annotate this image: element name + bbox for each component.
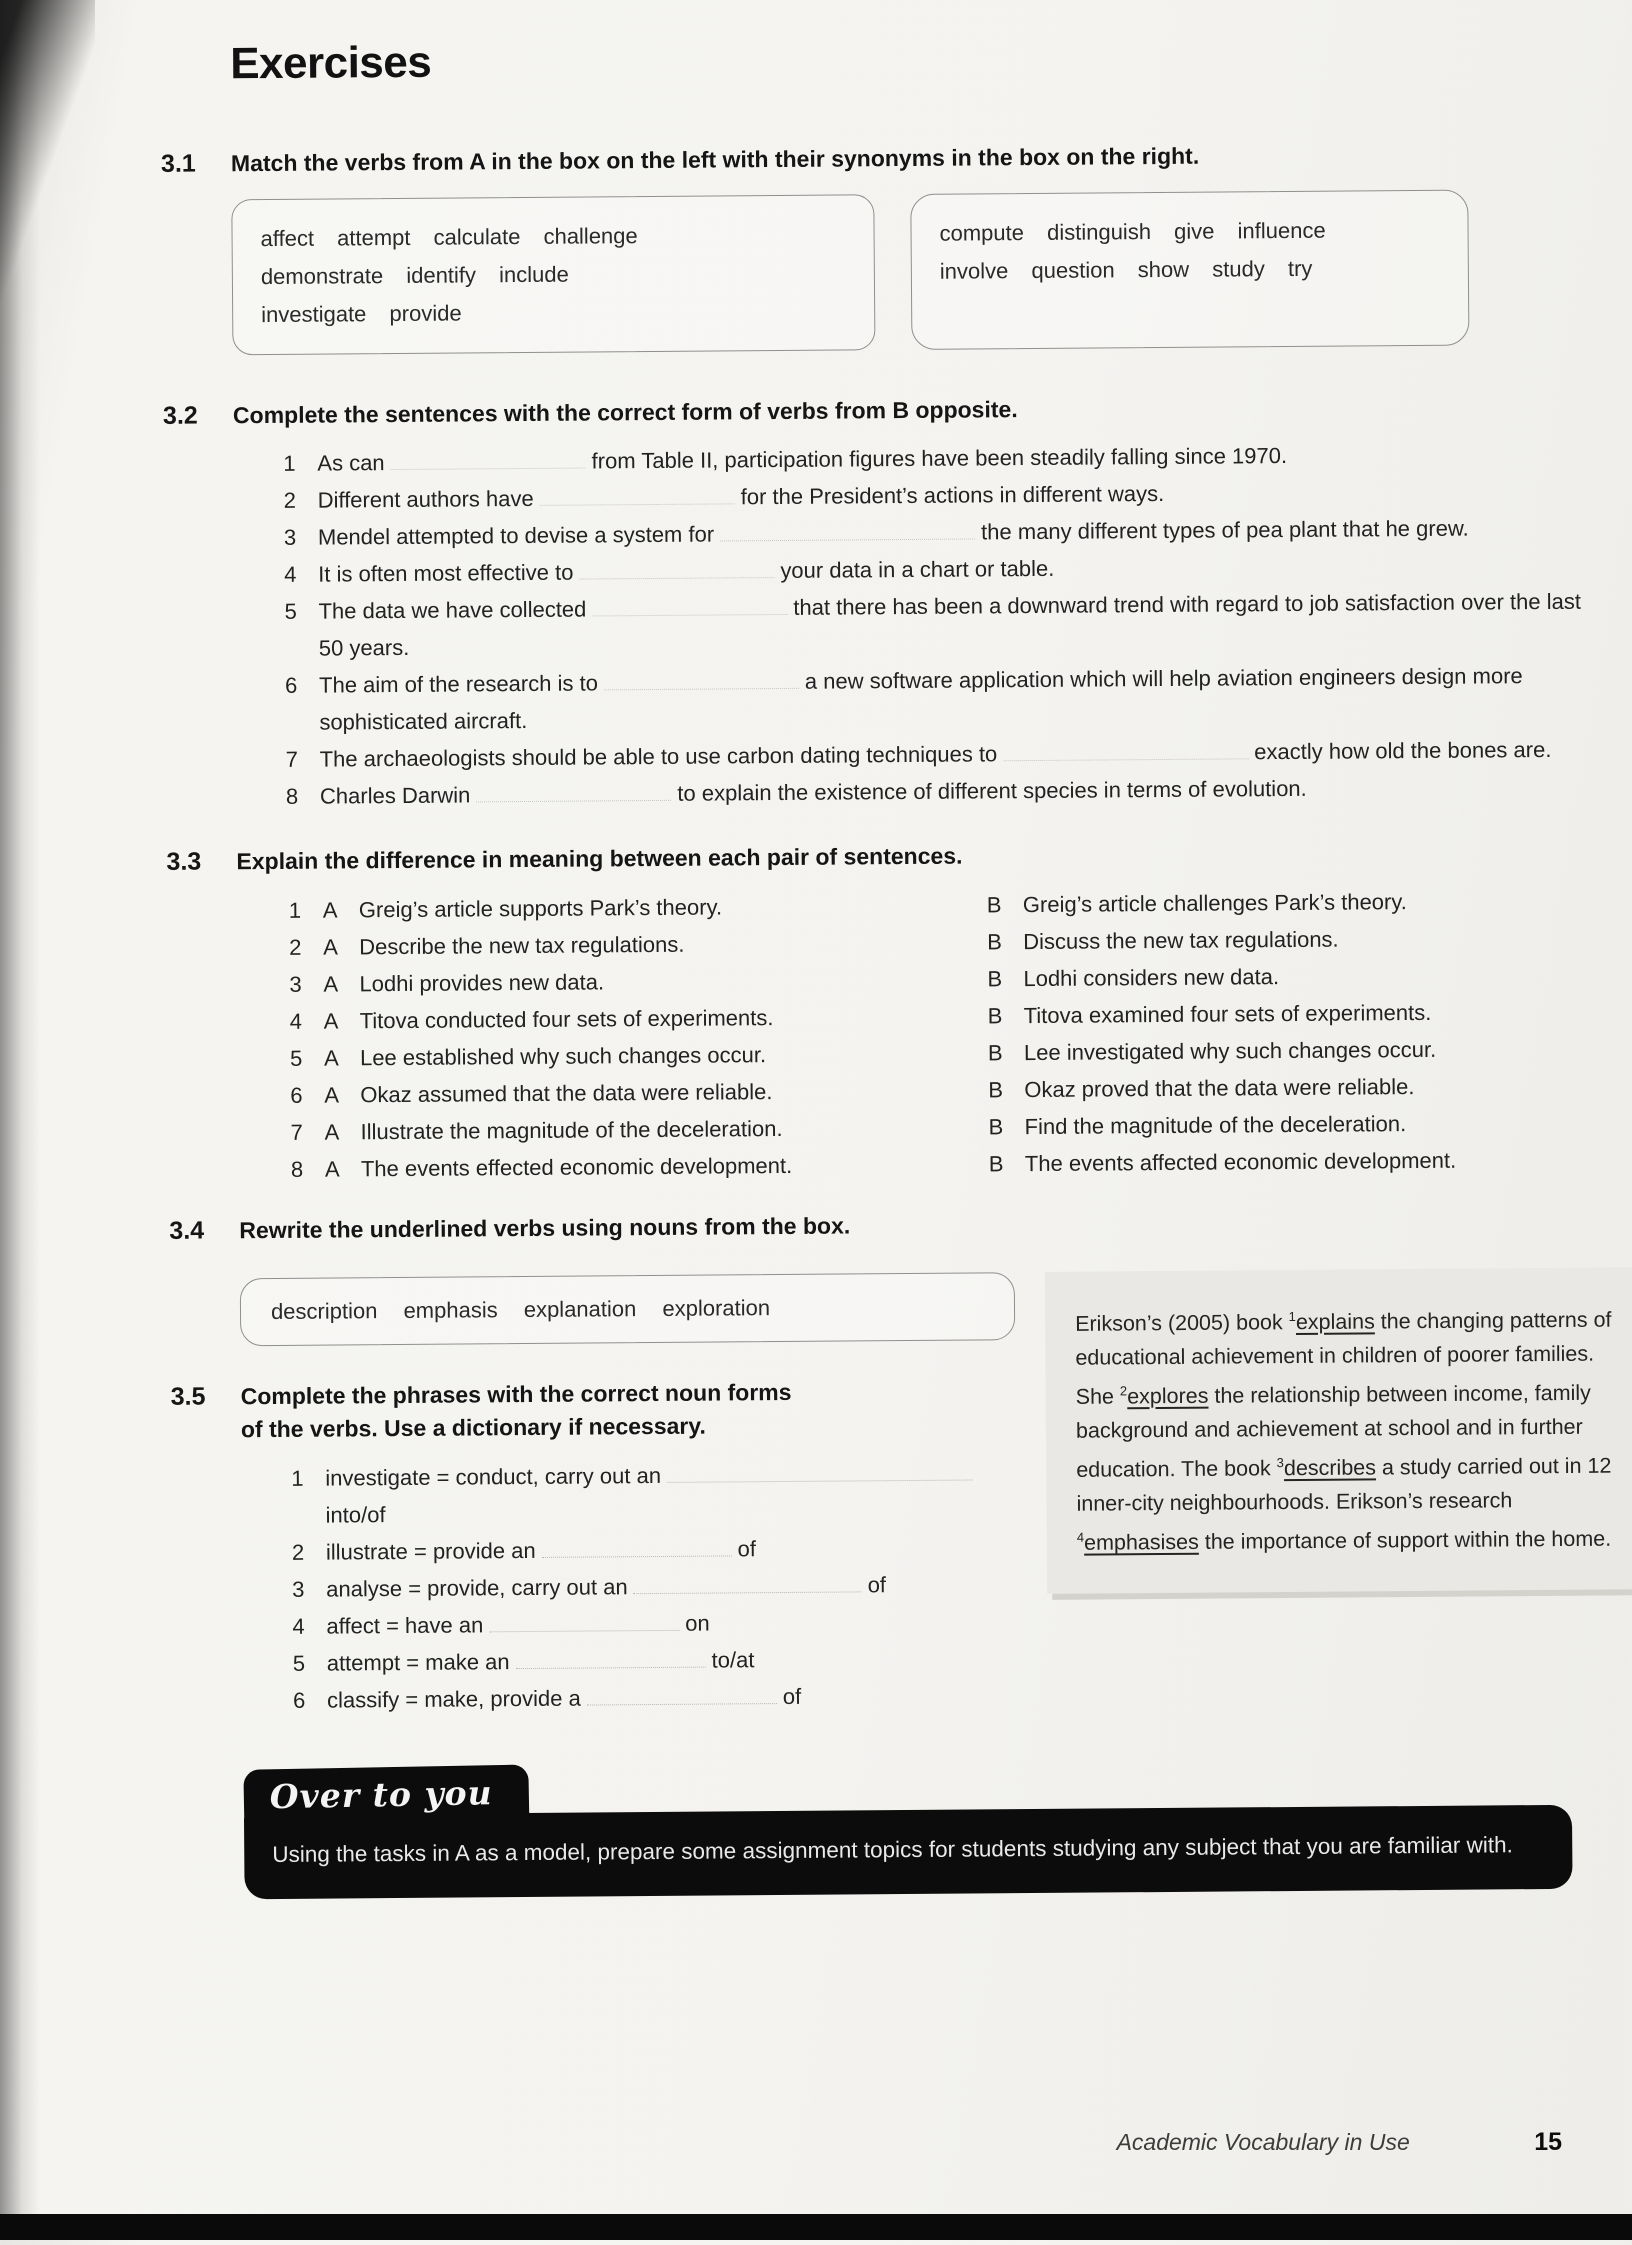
- sentence-post-text: from Table II, participation figures have been steadily falling since 1970.: [591, 443, 1288, 474]
- phrase-post-text: of: [867, 1572, 887, 1598]
- bottom-scan-bar: [0, 2214, 1632, 2240]
- underlined-verb: explains: [1295, 1309, 1375, 1334]
- pair-a-text: Titova conducted four sets of experiments.: [359, 1004, 774, 1033]
- pair-a-text: The events effected economic development.: [360, 1152, 793, 1181]
- exercise-instruction: Explain the difference in meaning between each pair of sentences.: [236, 842, 963, 875]
- sentence-pre-text: Charles Darwin: [319, 782, 471, 809]
- answer-blank[interactable]: [587, 1688, 777, 1705]
- pair-label-b: B: [987, 1039, 1003, 1065]
- sentence-pre-text: As can: [317, 450, 385, 477]
- underlined-verb: emphasises: [1083, 1530, 1199, 1556]
- sentence-number: 4: [284, 562, 297, 588]
- footer-page-number: 15: [1534, 2128, 1562, 2156]
- pair-number: 3: [289, 971, 302, 997]
- phrase-post-text: to/at: [711, 1647, 755, 1674]
- sentence-number: 2: [283, 488, 296, 514]
- pair-a-text: Describe the new tax regulations.: [359, 931, 685, 959]
- phrase-number: 1: [291, 1466, 304, 1492]
- answer-blank[interactable]: [634, 1577, 862, 1595]
- pair-number: 6: [290, 1082, 303, 1108]
- phrase-number: 6: [292, 1688, 306, 1714]
- exercise-3-1: [161, 137, 1594, 400]
- sentence-post-text: for the President’s actions in different ways.: [740, 481, 1165, 510]
- underlined-verb: explores: [1127, 1383, 1209, 1409]
- sentence-post-text: to explain the existence of different species in terms of evolution.: [677, 776, 1307, 807]
- over-to-you-heading: Over to you: [243, 1765, 529, 1821]
- footer-book-title: Academic Vocabulary in Use: [1116, 2129, 1410, 2155]
- answer-blank[interactable]: [540, 489, 735, 507]
- box-word-line: compute distinguish give influence: [939, 217, 1326, 246]
- sentence-pre-text: The aim of the research is to: [318, 670, 598, 698]
- pair-label-a: A: [322, 897, 338, 923]
- over-to-you-box: [244, 1773, 1573, 1899]
- pair-b-text: Discuss the new tax regulations.: [1023, 926, 1339, 954]
- sentence-pre-text: Different authors have: [317, 486, 534, 514]
- phrase-number: 5: [292, 1651, 306, 1677]
- sentence-pre-text: It is often most effective to: [318, 559, 574, 587]
- box-word-line: description emphasis explanation exploration: [270, 1294, 771, 1324]
- phrase-item: [291, 1455, 1017, 1535]
- phrase-post-text: on: [685, 1611, 710, 1637]
- sentence-item: [284, 583, 1596, 667]
- footnote-marker: 1: [1288, 1308, 1296, 1324]
- pair-number: 5: [289, 1045, 303, 1071]
- exercise-3-3: [166, 835, 1600, 1214]
- verb-box-b: [910, 190, 1469, 350]
- page-title: Exercises: [230, 37, 432, 89]
- over-to-you-text: Using the tasks in A as a model, prepare some assignment topics for students studying any subject that you are familiar with.: [244, 1805, 1573, 1899]
- pair-label-b: B: [987, 1002, 1003, 1028]
- phrase-post-text: of: [782, 1684, 802, 1710]
- exercise-3-5: [171, 1374, 1019, 1720]
- sentence-number: 6: [284, 673, 298, 699]
- pair-number: 7: [290, 1119, 303, 1145]
- exercise-instruction: Complete the phrases with the correct noun forms of the verbs. Use a dictionary if necessary.: [240, 1378, 792, 1443]
- passage-text: the importance of support within the home.: [1198, 1526, 1612, 1555]
- phrase-item: [293, 1640, 1018, 1683]
- phrase-post-text: of: [737, 1536, 757, 1562]
- sentence-list: [283, 435, 1597, 815]
- passage-text: the relationship between income, family background and achievement at school and in further education. The book: [1075, 1380, 1591, 1482]
- verb-box-a: [231, 194, 875, 355]
- sentence-post-text: exactly how old the bones are.: [1254, 737, 1552, 765]
- pair-number: 1: [288, 897, 302, 923]
- pair-b-text: Titova examined four sets of experiments.: [1023, 999, 1432, 1028]
- sentence-post-text: a new software application which will help aviation engineers design more sophisticated aircraft.: [319, 663, 1523, 735]
- phrase-pre-text: investigate = conduct, carry out an: [325, 1463, 662, 1492]
- sentence-number: 7: [285, 747, 299, 773]
- phrase-number: 3: [292, 1577, 305, 1603]
- pair-label-b: B: [987, 965, 1003, 991]
- phrase-post-text: into/of: [325, 1502, 386, 1529]
- pair-a-text: Greig’s article supports Park’s theory.: [358, 894, 723, 922]
- pair-number: 8: [290, 1156, 304, 1182]
- sentence-pre-text: The data we have collected: [318, 596, 587, 624]
- pair-label-b: B: [988, 1076, 1004, 1102]
- sentence-number: 1: [283, 451, 296, 477]
- footnote-marker: 4: [1076, 1529, 1085, 1545]
- pair-a-text: Okaz assumed that the data were reliable.: [360, 1078, 773, 1107]
- pair-number: 4: [289, 1008, 303, 1034]
- pair-label-a: A: [323, 934, 338, 960]
- pair-label-a: A: [324, 1156, 340, 1182]
- pair-label-a: A: [323, 1045, 339, 1071]
- exercise-3-2: [163, 389, 1597, 846]
- pair-b-text: The events affected economic development.: [1024, 1147, 1457, 1176]
- exercise-number: 3.5: [170, 1382, 206, 1411]
- pair-a-text: Lee established why such changes occur.: [359, 1041, 767, 1070]
- answer-blank[interactable]: [579, 562, 774, 580]
- phrase-pre-text: illustrate = provide an: [325, 1538, 536, 1566]
- exercise-number: 3.2: [162, 401, 198, 431]
- footnote-marker: 3: [1276, 1455, 1284, 1471]
- phrase-number: 4: [292, 1614, 305, 1640]
- exercise-number: 3.3: [166, 847, 202, 877]
- sentence-number: 5: [284, 599, 297, 625]
- footnote-marker: 2: [1119, 1383, 1128, 1399]
- pair-number: 2: [289, 934, 302, 960]
- pair-a-text: Lodhi provides new data.: [359, 968, 605, 996]
- pair-label-b: B: [988, 1113, 1004, 1139]
- answer-blank[interactable]: [592, 599, 787, 617]
- exercise-instruction: Complete the sentences with the correct form of verbs from B opposite.: [232, 396, 1018, 429]
- sentence-item: [285, 657, 1597, 741]
- phrase-pre-text: attempt = make an: [326, 1649, 510, 1677]
- exercise-number: 3.1: [160, 149, 196, 178]
- pair-label-b: B: [986, 891, 1002, 917]
- sentence-pre-text: The archaeologists should be able to use carbon dating techniques to: [319, 741, 998, 772]
- answer-blank[interactable]: [516, 1652, 706, 1669]
- passage-text: a study carried out in 12 inner-city neighbourhoods. Erikson’s research: [1076, 1453, 1612, 1516]
- sentence-post-text: that there has been a downward trend with regard to job satisfaction over the last 50 years.: [318, 589, 1581, 661]
- phrase-list: [291, 1455, 1018, 1720]
- pair-b-text: Find the magnitude of the deceleration.: [1024, 1110, 1407, 1139]
- phrase-item: [292, 1566, 1017, 1609]
- box-word-line: demonstrate identify include: [260, 261, 569, 290]
- page-footer: [0, 2128, 1562, 2157]
- phrase-pre-text: classify = make, provide a: [326, 1686, 581, 1714]
- pair-b-text: Okaz proved that the data were reliable.: [1024, 1073, 1415, 1102]
- box-word-line: investigate provide: [261, 300, 462, 328]
- answer-blank[interactable]: [542, 1541, 732, 1558]
- answer-blank[interactable]: [489, 1615, 679, 1632]
- phrase-item: [292, 1603, 1017, 1646]
- phrase-item: [293, 1677, 1018, 1720]
- erikson-passage: [1045, 1267, 1632, 1594]
- answer-blank[interactable]: [476, 785, 671, 803]
- sentence-number: 3: [283, 525, 297, 551]
- exercise-number: 3.4: [169, 1216, 205, 1245]
- pair-label-a: A: [323, 1008, 339, 1034]
- pair-label-b: B: [987, 928, 1002, 954]
- sentence-pre-text: Mendel attempted to devise a system for: [317, 521, 715, 551]
- phrase-pre-text: affect = have an: [326, 1612, 484, 1640]
- verb-boxes-row: [231, 189, 1593, 356]
- pair-label-a: A: [323, 971, 339, 997]
- pair-a-text: Illustrate the magnitude of the deceleration.: [360, 1115, 783, 1144]
- underlined-verb: describes: [1283, 1455, 1377, 1481]
- passage-text: the changing patterns of educational achievement in children of poorer families. She: [1075, 1307, 1612, 1409]
- middle-two-column-row: [170, 1267, 1612, 1720]
- exercise-instruction: Rewrite the underlined verbs using nouns from the box.: [239, 1212, 851, 1243]
- pair-b-text: Lee investigated why such changes occur.: [1023, 1036, 1437, 1065]
- answer-blank[interactable]: [391, 453, 586, 471]
- box-word-line: involve question show study try: [939, 255, 1313, 284]
- answer-blank[interactable]: [720, 524, 975, 542]
- pair-label-b: B: [988, 1150, 1004, 1176]
- pair-list: [289, 881, 1600, 1187]
- passage-text: Erikson’s (2005) book: [1075, 1309, 1289, 1336]
- answer-blank[interactable]: [667, 1465, 972, 1483]
- exercise-instruction: Match the verbs from A in the box on the left with their synonyms in the box on the right.: [230, 142, 1200, 177]
- pair-label-a: A: [324, 1119, 340, 1145]
- answer-blank[interactable]: [1003, 744, 1248, 762]
- pair-b-text: Lodhi considers new data.: [1023, 963, 1280, 991]
- phrase-item: [292, 1529, 1017, 1572]
- sentence-post-text: your data in a chart or table.: [780, 556, 1055, 584]
- sentence-post-text: the many different types of pea plant that he grew.: [981, 515, 1469, 545]
- box-word-line: affect attempt calculate challenge: [260, 223, 638, 252]
- noun-box: [240, 1272, 1016, 1346]
- answer-blank[interactable]: [604, 673, 799, 691]
- pair-b-text: Greig’s article challenges Park’s theory.: [1022, 888, 1407, 917]
- phrase-number: 2: [291, 1540, 305, 1566]
- sentence-number: 8: [285, 784, 299, 810]
- phrase-pre-text: analyse = provide, carry out an: [326, 1574, 628, 1603]
- exercise-3-4: [169, 1203, 1600, 1260]
- pair-label-a: A: [324, 1082, 340, 1108]
